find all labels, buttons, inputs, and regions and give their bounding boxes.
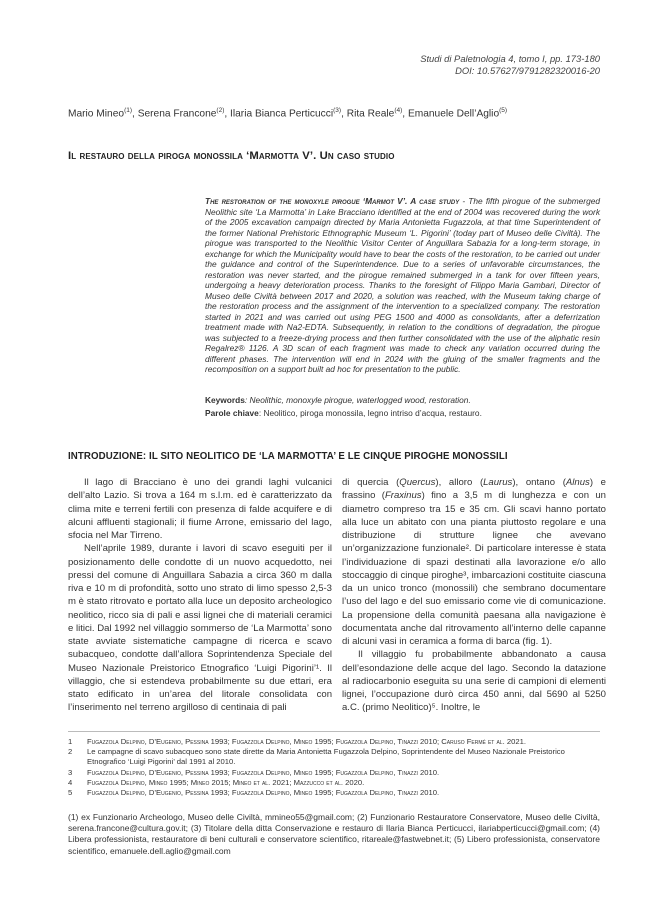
parole-chiave-text: : Neolitico, piroga monossila, legno intriso d’acqua, restauro. [258, 408, 482, 418]
journal-citation: Studi di Paletnologia 4, tomo I, pp. 173-180 [420, 53, 600, 64]
text-run: ) fino a 3,5 m di lunghezza e con un diametro compreso tra 15 e 35 cm. Gli scavi hanno portato alla luce un abitato con una pianta piuttosto regolare e una distribuzione di strutture lignee che avevano un’organizzazione funzionale². Di particolare interesse è stata l’individuazione di spazi destinati alla lavorazione e/o allo stoccaggio di cinque piroghe³, imbarcazioni costituite ciascuna da un unico tronco (monossili) che sembrano documentare l’uso del lago e del suo emissario come vie di comunicazione. La propensione della comunità paesana alla navigazione è documentata anche dal ritrovamento all’interno delle capanne di alcuni vasi in ceramica a forma di barca (fig. 1). [342, 490, 606, 647]
body-column-left [68, 476, 332, 715]
footnote-text: Le campagne di scavo subacqueo sono state dirette da Maria Antonietta Fugazzola Delpino, Soprintendente del Museo Nazionale Preistorico Etnografico ‘Luigi Pigorini’ dal 1991 al 2010. [87, 747, 565, 767]
footnote [68, 778, 600, 788]
keywords-text: : Neolithic, monoxyle pirogue, waterlogged wood, restoration. [244, 395, 471, 405]
section-heading: INTRODUZIONE: IL SITO NEOLITICO DE ‘LA MARMOTTA’ E LE CINQUE PIROGHE MONOSSILI [68, 451, 508, 462]
keywords-label: Keywords [205, 395, 245, 405]
footnote [68, 747, 600, 767]
taxon-name: Fraxinus [384, 490, 422, 502]
footnote-text: Fugazzola Delpino, D’Eugenio, Pessina 1993; Fugazzola Delpino, Mineo 1995; Fugazzola Delpino, Tinazzi 2010; Caruso Fermé et al. 2021. [87, 737, 526, 746]
abstract-title: The restoration of the monoxyle pirogue ‘Marmot V’. A case study [205, 196, 460, 206]
author-list: Mario Mineo$^{(1)}$, Serena Francone$^{(2)}$, Ilaria Bianca Perticucci$^{(3)}$, Rita Reale$^{(4)}$, Emanuele Dell’Aglio$^{(5)}$ [68, 107, 508, 120]
footnote-number: 2 [68, 747, 73, 757]
body-paragraph: Il villaggio fu probabilmente abbandonato a causa dell’esondazione delle acque del lago. Secondo la datazione al radiocarbonio eseguita su una serie di campioni di elementi lignei, l’occupazione durò circa 450 anni, dal 5690 al 5250 a.C. (primo Neolitico)⁵. Inoltre, le [342, 649, 606, 714]
footnote-text: Fugazzola Delpino, D’Eugenio, Pessina 1993; Fugazzola Delpino, Mineo 1995; Fugazzola Delpino, Tinazzi 2010. [87, 767, 440, 777]
doi: DOI: 10.57627/9791282320016-20 [455, 65, 600, 76]
taxon-name: Laurus [483, 477, 513, 488]
author-name: Mario Mineo [68, 108, 125, 120]
taxon-name: Alnus [565, 477, 590, 488]
author-name: Emanuele Dell’Aglio [407, 108, 500, 120]
abstract-text: - The fifth pirogue of the submerged Neolithic site ‘La Marmotta’ in Lake Bracciano identified at the end of 2004 was recovered during the work of the 2005 excavation campaign directed by Maria Antonietta Fugazzola, at that time Superintendent of the former National Prehistoric Ethnographic Museum ‘L. Pigorini’ (today part of Museo delle Civiltà). The pirogue was transported to the Neolithic Visitor Center of Anguillara Sabazia for a long-term storage, in exchange for which the Municipality would have to bear the costs of the restoration, to be carried out under the guidance and control of the Superintendence. Due to a series of unfavorable circumstances, the restoration was never started, and the pirogue remained submerged in a tank for over fifteen years, undergoing a heavy deterioration process. Thanks to the foresight of Filippo Maria Gambari, Director of Museo delle Civiltà between 2017 and 2020, a solution was reached, with the Museum taking charge of the restoration process and the assignment of the intervention to a specialized company. The restoration started in 2021 and was carried out using PEG 1500 and 4000 as consolidants, after a deferrization treatment made with Na2-EDTA. Subsequently, in relation to the conditions of degradation, the pirogue was subjected to a freeze-drying process and then further consolidated with the use of the aliphatic resin Regalrez® 1126. A 3D scan of each fragment was made to check any variation occurred during the different phases. The intervention will end in 2024 with the gluing of the smaller fragments and the recomposition on a support built ad hoc for presentation to the public. [205, 196, 600, 374]
footnote-divider [68, 731, 600, 732]
footnote-number: 4 [68, 777, 73, 787]
footnote [68, 737, 600, 747]
body-paragraph: Nell’aprile 1989, durante i lavori di scavo eseguiti per il posizionamento delle condotte di un nuovo acquedotto, nei pressi del comune di Anguillara Sabazia a circa 360 m dalla riva e 10 m di profondità, sotto uno strato di limo spesso 2,5-3 m è stato ritrovato e portato alla luce un deposito archeologico neolitico, ricco sia di pali e assi lignei che di materiali ceramici e litici. Dal 1992 nel villaggio sommerso de ‘La Marmotta’ sono state avviate sistematiche campagne di ricerca e scavo subacqueo, condotte dall’allora Soprintendenza Speciale del Museo Nazionale Preistorico Etnografico ‘Luigi Pigorini’¹. Il villaggio, che si estendeva probabilmente su due ettari, era stato edificato in un’area del litorale consolidata con l’inserimento nel terreno argilloso di centinaia di pali [68, 543, 332, 714]
author-affil-ref: (2) [216, 107, 225, 114]
text-run: ) e frassino ( [342, 477, 606, 502]
parole-chiave-label: Parole chiave [205, 408, 259, 418]
author-name: Serena Francone [137, 108, 217, 120]
footnote-number: 3 [68, 767, 73, 777]
keywords-it [205, 408, 600, 418]
author-affiliations: (1) ex Funzionario Archeologo, Museo delle Civiltà, mmineo55@gmail.com; (2) Funzionario Restauratore Conservatore, Museo delle Civiltà, serena.francone@cultura.gov.it; (3) Titolare della ditta Conservazione e restauro di Ilaria Bianca Perticucci, ilariabperticucci@gmail.com; (4) Libera professionista, restauratore di beni culturali e conservatore scientifico, ritareale@fastwebnet.it; (5) Libero professionista, conservatore scientifico, emanuele.dell.aglio@gmail.com [68, 812, 600, 856]
body-paragraph [342, 476, 606, 648]
footnote-text: Fugazzola Delpino, Mineo 1995; Mineo 2015; Mineo et al. 2021; Mazzucco et al. 2020. [87, 777, 365, 787]
text-run: di quercia ( [342, 477, 400, 488]
body-paragraph: Il lago di Bracciano è uno dei grandi laghi vulcanici dell’alto Lazio. Si trova a 164 m s.l.m. ed è caratterizzato da clima mite e terreni fertili con presenza di falde acquifere e di alcuni affluenti stagionali; il fiume Arrone, emissario del lago, sfocia nel Mar Tirreno. [68, 477, 332, 541]
keywords-en [205, 395, 600, 405]
author-name: Ilaria Bianca Perticucci [230, 108, 334, 120]
footnote-number: 1 [68, 737, 73, 746]
footnote [68, 788, 600, 798]
footnote-text: Fugazzola Delpino, D’Eugenio, Pessina 1993; Fugazzola Delpino, Mineo 1995; Fugazzola Delpino, Tinazzi 2010. [87, 788, 440, 798]
footnote [68, 768, 600, 778]
abstract [205, 196, 600, 375]
body-column-right [342, 476, 606, 715]
text-run: ), ontano ( [512, 477, 566, 488]
text-run: ), alloro ( [435, 477, 484, 488]
author-affil-ref: (3) [333, 107, 342, 114]
author-affil-ref: (1) [124, 107, 133, 114]
footnote-number: 5 [68, 788, 73, 798]
paper-title: Il restauro della piroga monossila ‘Marmotta V’. Un caso studio [68, 150, 395, 162]
author-name: Rita Reale [346, 108, 395, 120]
journal-header [420, 53, 600, 77]
taxon-name: Quercus [399, 477, 436, 488]
footnotes [68, 737, 600, 798]
author-affil-ref: (5) [499, 107, 508, 114]
author-affil-ref: (4) [394, 107, 403, 114]
